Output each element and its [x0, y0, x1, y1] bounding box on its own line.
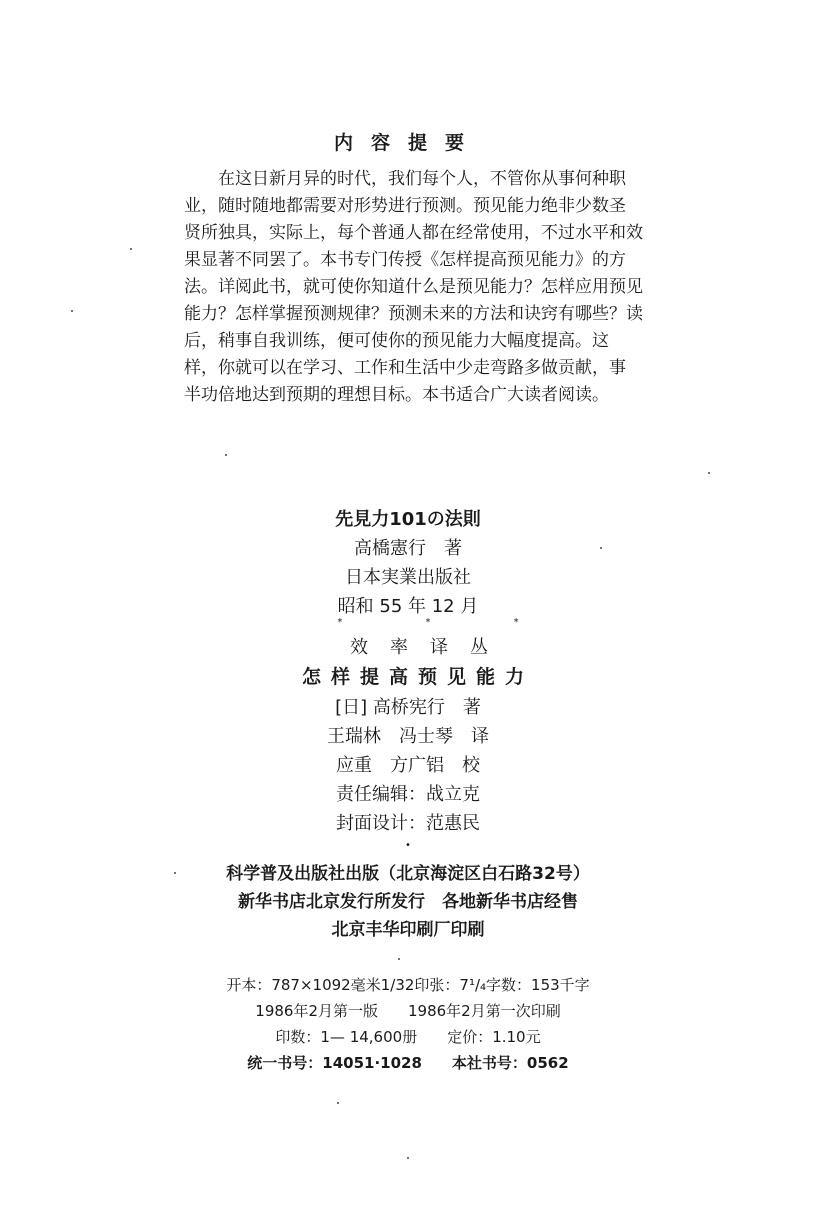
book-specifications [0, 972, 816, 1076]
credits [0, 693, 816, 838]
original-edition-info [0, 505, 816, 621]
abstract-line: 贤所独具，实际上，每个普通人都在经常使用，不过水平和效 [184, 223, 643, 243]
book-title: 怎样提高预见能力 [301, 666, 534, 688]
abstract-line: 业，随时随地都需要对形势进行预测。预见能力绝非少数圣 [184, 196, 626, 216]
book-number-line: 统一书号：14051·1028 本社书号：0562 [247, 1054, 569, 1072]
abstract-line: 能力？怎样掌握预测规律？预测未来的方法和诀窍有哪些？读 [184, 304, 643, 324]
distributor-line: 新华书店北京发行所发行 各地新华书店经售 [238, 892, 578, 912]
original-date: 昭和 55 年 12 月 [337, 596, 479, 617]
credit-editor: 责任编辑：战立克 [336, 784, 480, 805]
abstract-line: 在这日新月异的时代，我们每个人，不管你从事何种职 [218, 169, 626, 189]
scan-speck [71, 310, 73, 312]
scan-speck [337, 1102, 339, 1104]
star-separator: * * * [337, 617, 559, 628]
scan-speck [708, 472, 710, 474]
abstract-line: 果显著不同罢了。本书专门传授《怎样提高预见能力》的方 [184, 250, 626, 270]
format-line: 开本：787×1092毫米1/32印张：7¹/₄字数：153千字 [226, 976, 590, 994]
scan-speck [600, 547, 602, 549]
abstract-line: 后，稍事自我训练，便可使你的预见能力大幅度提高。这 [184, 331, 609, 351]
series-name: 效率译丛 [350, 637, 510, 658]
scan-speck [174, 872, 176, 874]
publisher-line: 科学普及出版社出版（北京海淀区白石路32号） [226, 864, 590, 884]
abstract-line: 样，你就可以在学习、工作和生活中少走弯路多做贡献，事 [184, 358, 626, 378]
abstract-line: 半功倍地达到预期的理想目标。本书适合广大读者阅读。 [184, 385, 609, 405]
credit-translators: 王瑞林 冯士琴 译 [327, 726, 489, 747]
original-publisher: 日本実業出版社 [345, 567, 471, 588]
dot-separator: • [405, 840, 411, 851]
print-run-line: 印数：1— 14,600册 定价：1.10元 [275, 1028, 541, 1046]
edition-line: 1986年2月第一版 1986年2月第一次印刷 [255, 1002, 561, 1020]
credit-author: [日] 高桥宪行 著 [335, 697, 481, 718]
printer-line: 北京丰华印刷厂印刷 [331, 920, 485, 940]
scan-speck [398, 958, 400, 960]
abstract-paragraph [184, 166, 654, 409]
scan-speck [407, 1157, 409, 1159]
scan-speck [225, 454, 227, 456]
scan-speck [130, 248, 132, 250]
original-author: 高橋憲行 著 [354, 538, 462, 559]
original-title: 先見力101の法則 [335, 509, 481, 530]
abstract-line: 法。详阅此书，就可使你知道什么是预见能力？怎样应用预见 [184, 277, 643, 297]
page-title: 内容提要 [333, 132, 482, 154]
credit-proofreaders: 应重 方广铝 校 [336, 755, 480, 776]
publication-info [0, 860, 816, 944]
credit-cover-design: 封面设计：范惠民 [336, 813, 480, 834]
